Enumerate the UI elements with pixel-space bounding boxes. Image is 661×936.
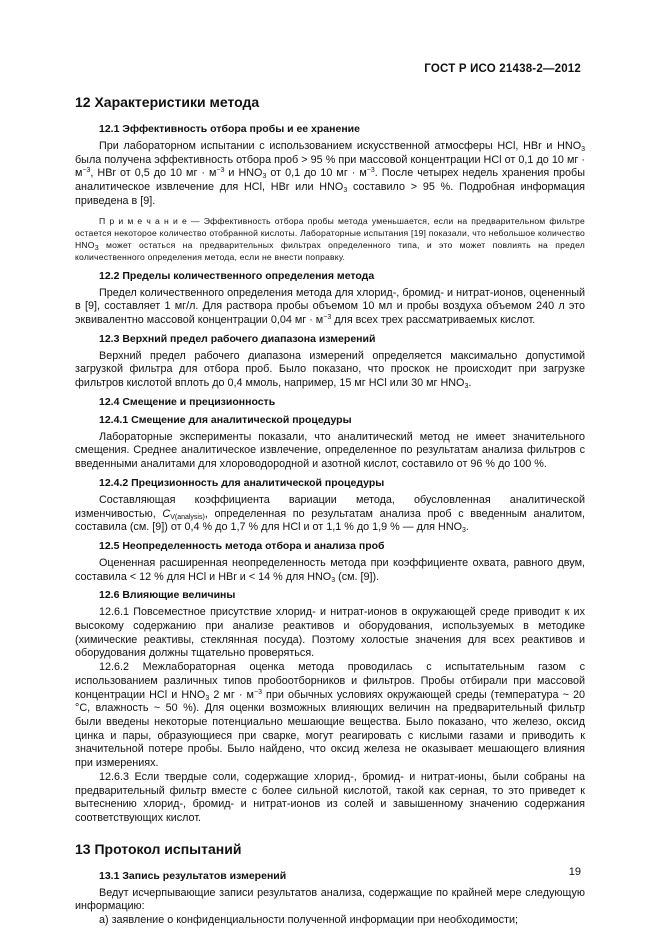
section-12-5-heading: 12.5 Неопределенность метода отбора и анализа проб [99,539,385,552]
note-paragraph: П р и м е ч а н и е — Эффективность отбора пробы метода уменьшается, если на предварительном фильтре остается некоторое количество отобранной кислоты. Лабораторные испытания [19] показали, что небольшое количество $HNO_3$ может остаться на предварительных фильтрах определенного типа, и это может повлиять на предел количественного определения метода, если не внести поправку. [75,215,585,262]
section-12-2-heading: 12.2 Пределы количественного определения метода [99,269,375,282]
section-12-6-heading: 12.6 Влияющие величины [99,589,236,602]
page-content [75,93,585,928]
list-item-a: а) заявление о конфиденциальности полученной информации при необходимости; [99,914,518,927]
document-header: ГОСТ Р ИСО 21438-2—2012 [424,63,581,75]
section-12-3-heading: 12.3 Верхний предел рабочего диапазона измерений [99,332,376,345]
section-12-heading: 12 Характеристики метода [75,94,260,110]
page-number: 19 [568,866,581,878]
section-12-2-paragraph: Предел количественного определения метода для хлорид-, бромид- и нитрат-ионов, оцененный в [9], составляет 1 мг/л. Для раствора пробы объемом 10 мл и пробы воздуха объемом 240 л это эквивалентно массовой концентрации 0,04 мг · $м^{-3}$ для всех трех рассматриваемых кислот. [75,286,585,326]
section-12-4-1-heading: 12.4.1 Смещение для аналитической процедуры [99,413,352,426]
section-13-1-heading: 13.1 Запись результатов измерений [99,869,287,882]
section-12-6-1-paragraph: 12.6.1 Повсеместное присутствие хлорид- и нитрат-ионов в окружающей среде приводит к их высокому содержанию при анализе реактивов и оборудования, используемых в методике (химические реактивы, стеклянная посуда). Поэтому холостые значения для всех реактивов и оборудования должны тщательно проверяться. [75,606,585,660]
section-12-5-paragraph: Оцененная расширенная неопределенность метода при коэффициенте охвата, равного двум, составила < 12 % для HCl и HBr и < 14 % для $HNO_3$ (см. [9]). [75,556,585,584]
section-13-1-paragraph: Ведут исчерпывающие записи результатов анализа, содержащие по крайней мере следующую информацию: [75,886,585,913]
section-12-4-2-heading: 12.4.2 Прецизионность для аналитической процедуры [99,476,385,489]
section-13-heading: 13 Протокол испытаний [75,840,242,857]
section-12-6-3-paragraph: 12.6.3 Если твердые соли, содержащие хлорид-, бромид- и нитрат-ионы, были собраны на предварительный фильтр вместе с более сильной кислотой, такой как серная, то это приведет к вытеснению хлорид-, бромид- и нитрат-ионов из солей и завышенному значению содержания соответствующих кислот. [75,770,585,824]
section-12-6-2-paragraph: 12.6.2 Межлабораторная оценка метода проводилась с испытательным газом с использованием различных типов пробоотборников и фильтров. Пробы отбирали при массовой концентрации HCl и $HNO_3$ 2 мг · $м^{-3}$ при обычных условиях окружающей среды (температура ~ 20 °С, влажность ~ 50 %). Для оценки возможных влияющих величин на предварительный фильтр были введены некоторые потенциально мешающие вещества. Было показано, что железо, оксид цинка и пары, образующиеся при сварке, могут реагировать с кислыми газами и приводить к значительной потере пробы. Было найдено, что оксид железа не оказывает мешающего влияния при измерениях. [75,661,585,770]
section-12-4-2-paragraph: Составляющая коэффициента вариации метода, обусловленная аналитической изменчивостью, $C_{V(analysis)}$, определенная по результатам анализа проб с введенным аналитом, составила (см. [9]) от 0,4 % до 1,7 % для HCl и от 1,1 % до 1,9 % — для $HNO_3$. [75,493,586,535]
section-12-1-paragraph: При лабораторном испытании с использованием искусственной атмосферы HCl, HBr и $HNO_3$ была получена эффективность отбора проб > 95 % при массовой концентрации HCl от 0,1 до 10 мг · $м^{-3}$, HBr от 0,5 до 10 мг · $м^{-3}$ и $HNO_3$ от 0,1 до 10 мг · $м^{-3}$. После четырех недель хранения пробы аналитическое извлечение для HCl, HBr или $HNO_3$ составило > 95 %. Подробная информация приведена в [9]. [75,140,585,207]
section-12-1-heading: 12.1 Эффективность отбора пробы и ее хранение [99,123,360,135]
section-12-3-paragraph: Верхний предел рабочего диапазона измерений определяется максимально допустимой загрузкой фильтра для отбора проб. Было показано, что проскок не происходит при загрузке фильтров кислотой вплоть до 0,4 ммоль, например, 15 мг HCl или 30 мг $HNO_3$. [75,349,585,391]
section-12-4-heading: 12.4 Смещение и прецизионность [99,395,276,408]
section-12-4-1-paragraph: Лабораторные эксперименты показали, что аналитический метод не имеет значительного смещения. Среднее аналитическое извлечение, определенное по результатам анализа фильтров с введенными аналитами для хлороводородной и азотной кислот, составило от 96 % до 100 %. [75,430,585,471]
